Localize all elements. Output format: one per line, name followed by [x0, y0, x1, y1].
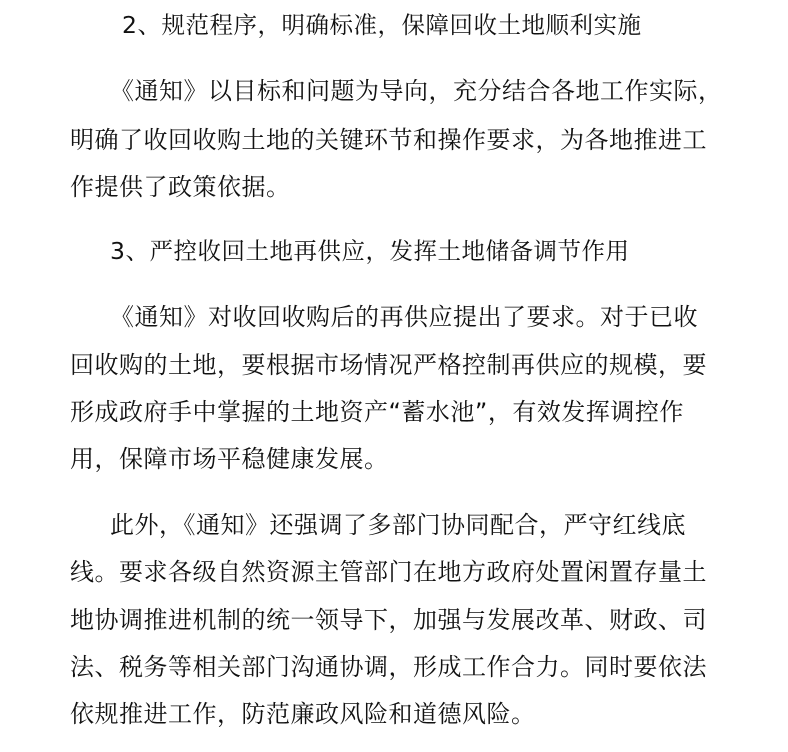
section-3-paragraph-line: 回收购的土地，要根据市场情况严格控制再供应的规模，要 — [70, 351, 707, 379]
closing-paragraph-line: 此外，《通知》还强调了多部门协同配合，严守红线底 — [110, 511, 686, 539]
section-3-paragraph-line: 形成政府手中掌握的土地资产“蓄水池”，有效发挥调控作 — [70, 398, 684, 426]
section-2-paragraph-line: 《通知》以目标和问题为导向，充分结合各地工作实际， — [110, 77, 723, 105]
section-2-paragraph-line: 明确了收回收购土地的关键环节和操作要求，为各地推进工 — [70, 126, 707, 154]
section-3-paragraph-line: 用，保障市场平稳健康发展。 — [70, 445, 389, 473]
closing-paragraph-line: 依规推进工作，防范廉政风险和道德风险。 — [70, 700, 536, 728]
section-2-paragraph-line: 作提供了政策依据。 — [70, 173, 291, 201]
section-2-heading: 2、规范程序，明确标准，保障回收土地顺利实施 — [122, 11, 642, 39]
section-3-paragraph-line: 《通知》对收回收购后的再供应提出了要求。对于已收 — [110, 303, 698, 331]
closing-paragraph-line: 地协调推进机制的统一领导下，加强与发展改革、财政、司 — [70, 606, 707, 634]
section-3-heading: 3、严控收回土地再供应，发挥土地储备调节作用 — [110, 237, 630, 265]
closing-paragraph-line: 线。要求各级自然资源主管部门在地方政府处置闲置存量土 — [70, 558, 707, 586]
closing-paragraph-line: 法、税务等相关部门沟通协调，形成工作合力。同时要依法 — [70, 653, 707, 681]
